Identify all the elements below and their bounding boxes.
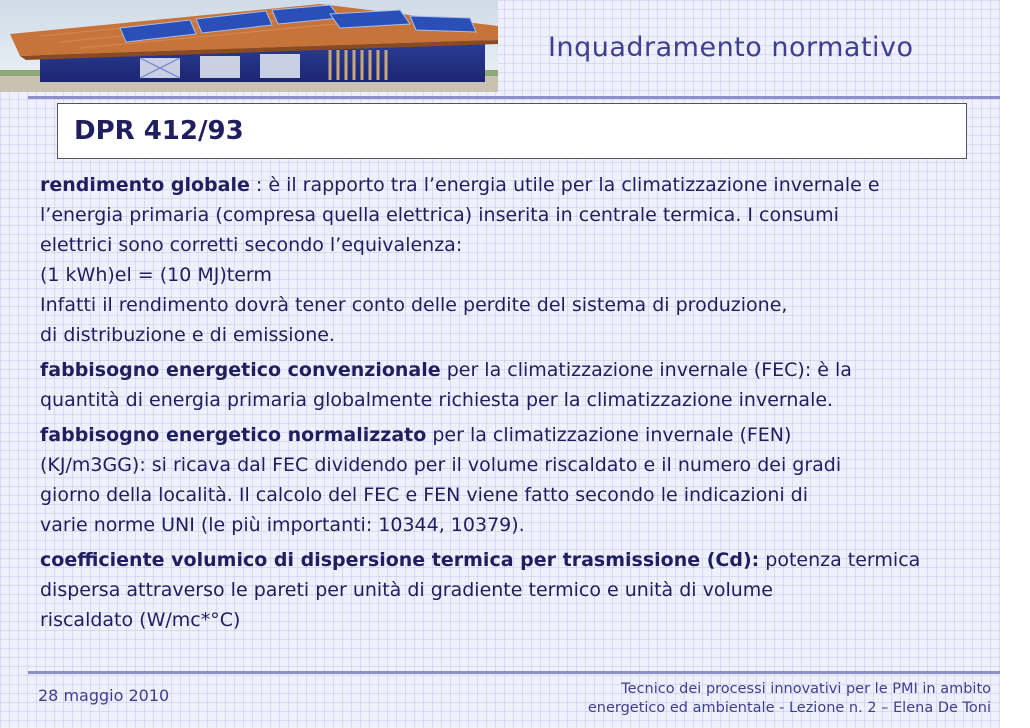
text-line: dispersa attraverso le pareti per unità di gradiente termico e unità di volume	[40, 579, 773, 601]
footer-credit-line: Tecnico dei processi innovativi per le PMI in ambito	[621, 681, 991, 697]
footer-date: 28 maggio 2010	[38, 686, 170, 705]
text-line: giorno della località. Il calcolo del FEC e FEN viene fatto secondo le indicazioni di	[40, 484, 809, 506]
definition-fec: fabbisogno energetico convenzionale per la climatizzazione invernale (FEC): è la	[40, 359, 852, 381]
term-fec: fabbisogno energetico convenzionale	[40, 359, 441, 381]
text-line: varie norme UNI (le più importanti: 10344, 10379).	[40, 514, 525, 536]
dpr-title-box	[57, 103, 967, 159]
title-divider	[28, 96, 1000, 99]
definition-rendimento-globale: rendimento globale : è il rapporto tra l’energia utile per la climatizzazione invernale e	[40, 174, 880, 196]
slide-title: Inquadramento normativo	[548, 32, 914, 63]
text-line: Infatti il rendimento dovrà tener conto delle perdite del sistema di produzione,	[40, 294, 788, 316]
term-rendimento-globale: rendimento globale	[40, 174, 250, 196]
footer-divider	[28, 671, 1000, 674]
footer-credit	[588, 680, 991, 718]
definition-cd: coefficiente volumico di dispersione termica per trasmissione (Cd): potenza termica	[40, 549, 921, 571]
term-fen: fabbisogno energetico normalizzato	[40, 424, 427, 446]
dpr-title: DPR 412/93	[74, 116, 244, 146]
building-solar-panels-photo	[0, 0, 498, 92]
text-line: (KJ/m3GG): si ricava dal FEC dividendo per il volume riscaldato e il numero dei gradi	[40, 454, 842, 476]
footer-credit-line: energetico ed ambientale - Lezione n. 2 – Elena De Toni	[587, 700, 991, 716]
right-margin-band	[1000, 0, 1030, 728]
text-line: quantità di energia primaria globalmente richiesta per la climatizzazione invernale.	[40, 389, 834, 411]
text-line: di distribuzione e di emissione.	[40, 324, 335, 346]
equivalence-formula: (1 kWh)el = (10 MJ)term	[40, 264, 272, 286]
text-line: l’energia primaria (compresa quella elettrica) inserita in centrale termica. I consumi	[40, 204, 839, 226]
text-line: riscaldato (W/mc*°C)	[40, 609, 241, 631]
definition-fen: fabbisogno energetico normalizzato per la climatizzazione invernale (FEN)	[40, 424, 792, 446]
term-cd: coefficiente volumico di dispersione termica per trasmissione (Cd):	[40, 549, 760, 571]
text-line: elettrici sono corretti secondo l’equivalenza:	[40, 234, 463, 256]
slide-body	[40, 170, 990, 635]
